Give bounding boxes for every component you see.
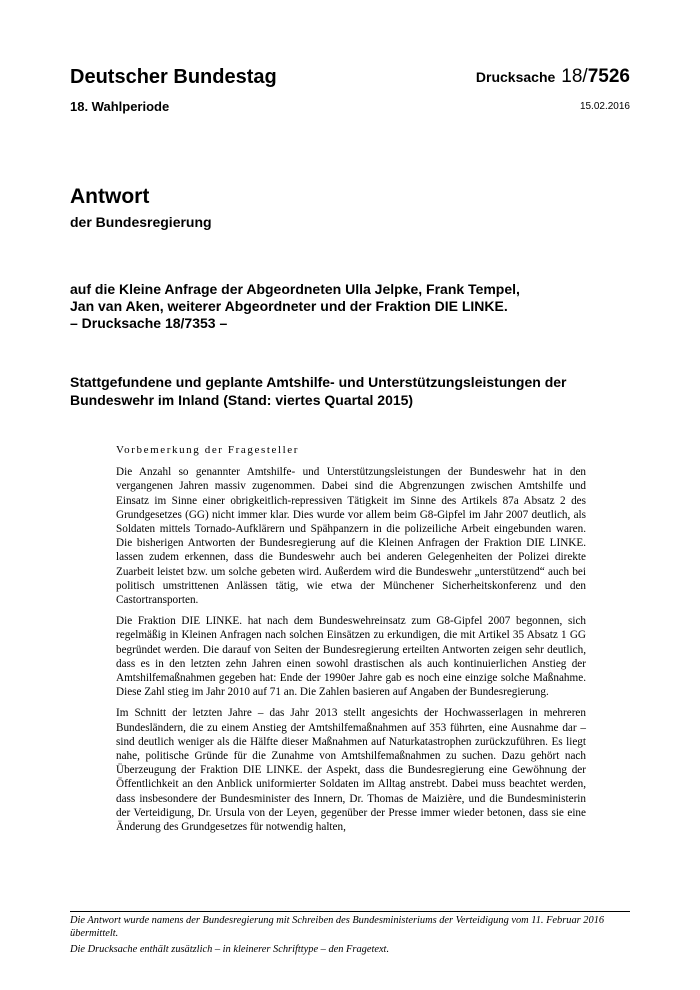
document-originator: der Bundesregierung	[70, 214, 212, 230]
document-type: Antwort	[70, 185, 150, 208]
drucksache-number-prefix: 18/	[561, 66, 588, 87]
drucksache-label: Drucksache	[475, 69, 556, 85]
preliminary-paragraph: Die Anzahl so genannter Amtshilfe- und Unterstützungsleistungen der Bundeswehr hat in den vergangenen Jahren massiv zugenommen. Dabei sind die Abgrenzungen zwischen Amtshilfe und Einsatz im Sinne einer obrigkeitlich-repressiven Tätigkeit im Sinne des Artikels 87a Absatz 2 des Grundgesetzes (GG) nicht immer klar. Dies wurde vor allem beim G8-Gipfel im Jahr 2007 deutlich, als Soldaten mittels Tornado-Aufklärern und Spähpanzern in die polizeiliche Arbeit eingebunden waren. Die bisherigen Antworten der Bundesregierung auf die Kleinen Anfragen der Fraktion DIE LINKE. lassen zudem erkennen, dass die Bundeswehr auch bei anderen Gelegenheiten der Polizei direkte Zuarbeit leistet bzw. um solche gebeten wird. Außerdem wird die Bundeswehr „unterstützend“ auch bei politisch umstrittenen Anlässen tätig, wie etwa der Münchener Sicherheitskonferenz und den Castortransporten.	[116, 466, 586, 607]
inquiry-line: – Drucksache 18/7353 –	[70, 315, 228, 331]
preliminary-heading: Vorbemerkung der Fragesteller	[116, 444, 300, 456]
subject-line: Bundeswehr im Inland (Stand: viertes Quartal 2015)	[70, 392, 414, 408]
inquiry-line: auf die Kleine Anfrage der Abgeordneten Ulla Jelpke, Frank Tempel,	[70, 281, 520, 297]
footnote-block	[70, 914, 640, 959]
footnote-text: Die Drucksache enthält zusätzlich – in kleinerer Schrifttype – den Fragetext.	[70, 944, 390, 955]
footnote-divider	[70, 911, 630, 912]
drucksache-number-suffix: 7526	[587, 66, 630, 87]
preliminary-paragraph: Im Schnitt der letzten Jahre – das Jahr 2013 stellt angesichts der Hochwasserlagen in mehreren Bundesländern, die zu einem Anstieg der Amtshilfemaßnahmen auf 353 führten, eine Ausnahme dar – sind deutlich weniger als die Hälfte dieser Maßnahmen auf Naturkatastrophen zurückzuführen. Es liegt nahe, politische Gründe für die Zunahme von Amtshilfemaßnahmen zu suchen. Dazu gehört nach Überzeugung der Fraktion DIE LINKE. der Aspekt, dass die Bundesregierung eine Gewöhnung der Öffentlichkeit an den Anblick uniformierter Soldaten im Alltag anstrebt. Dabei muss beachtet werden, dass insbesondere der Bundesminister des Innern, Dr. Thomas de Maizière, und die Bundesministerin der Verteidigung, Dr. Ursula von der Leyen, gegenüber der Presse immer wieder betonen, dass sie eine Änderung des Grundgesetzes für notwendig halten,	[116, 707, 586, 834]
inquiry-line: Jan van Aken, weiterer Abgeordneter und der Fraktion DIE LINKE.	[70, 298, 508, 314]
preliminary-remarks	[116, 443, 586, 841]
inquiry-reference	[70, 281, 650, 332]
subject-line: Stattgefundene und geplante Amtshilfe- und Unterstützungsleistungen der	[70, 374, 567, 390]
electoral-period: 18. Wahlperiode	[70, 99, 170, 114]
footnote-text: Die Antwort wurde namens der Bundesregierung mit Schreiben des Bundesministeriums der Verteidigung vom 11. Februar 2016 übermittelt.	[70, 915, 605, 939]
drucksache-number	[476, 66, 630, 88]
document-subject	[70, 373, 650, 409]
institution-title: Deutscher Bundestag	[70, 66, 277, 88]
document-date: 15.02.2016	[579, 101, 630, 112]
preliminary-paragraph: Die Fraktion DIE LINKE. hat nach dem Bundeswehreinsatz zum G8-Gipfel 2007 begonnen, sich regelmäßig in Kleinen Anfragen nach solchen Einsätzen zu erkundigen, die mit Artikel 35 Absatz 1 GG begründet werden. Die darauf von Seiten der Bundesregierung erteilten Antworten zeigen sehr deutlich, dass es in den letzten zehn Jahren einen sowohl drastischen als auch kontinuierlichen Anstieg der Amtshilfemaßnahmen gegeben hat: Ende der 1990er Jahre gab es noch eine einzige solche Maßnahme. Diese Zahl stieg im Jahr 2010 auf 71 an. Die Zahlen basieren auf Angaben der Bundesregierung.	[116, 615, 586, 699]
